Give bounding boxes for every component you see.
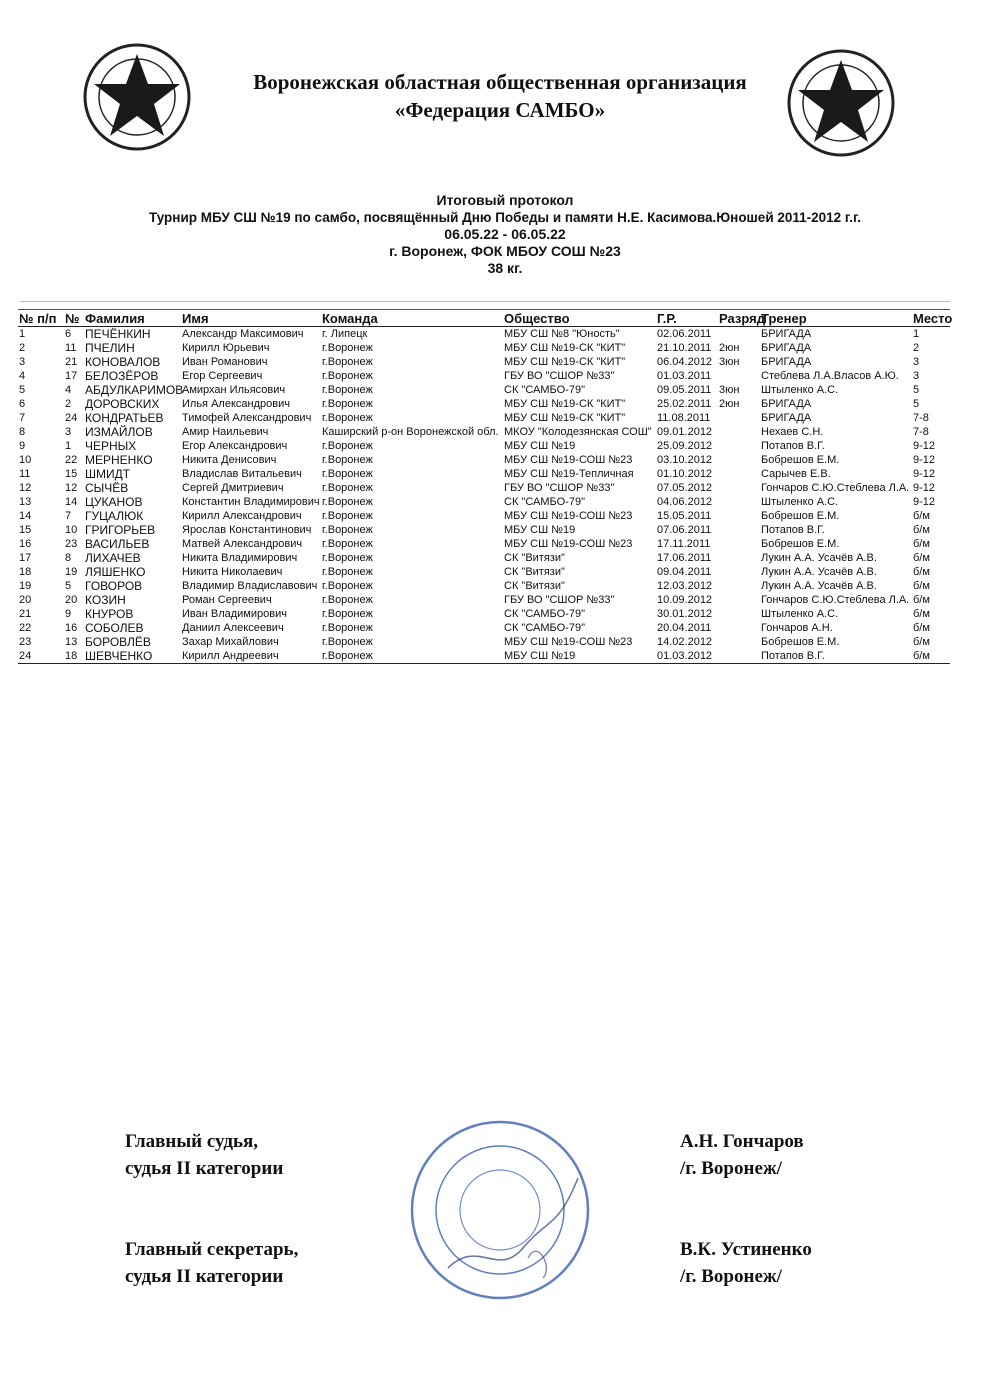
cell-society: СК "САМБО-79": [504, 621, 585, 634]
cell-bib: 24: [65, 411, 78, 424]
table-header-row: [18, 310, 950, 327]
header-name: Имя: [181, 310, 321, 327]
cell-place: 3: [913, 355, 920, 368]
table-row: [18, 565, 950, 579]
cell-society: МБУ СШ №19-СК "КИТ": [504, 355, 626, 368]
cell-coach: Штыленко А.С.: [761, 383, 839, 396]
table-row: [18, 439, 950, 453]
cell-birth: 04.06.2012: [657, 495, 713, 508]
cell-birth: 14.02.2012: [657, 635, 713, 648]
table-row: [18, 355, 950, 369]
cell-name: Сергей Дмитриевич: [182, 481, 284, 494]
cell-num: 17: [19, 551, 32, 564]
cell-place: б/м: [913, 607, 930, 620]
cell-surname: АБДУЛКАРИМОВ: [85, 382, 184, 397]
results-table: [18, 309, 953, 664]
cell-rank: [718, 369, 760, 383]
cell-num: 22: [19, 621, 32, 634]
cell-birth: 01.03.2012: [656, 649, 718, 664]
cell-place: б/м: [913, 621, 930, 634]
cell-bib: 20: [65, 593, 78, 606]
cell-birth: 01.03.2011: [657, 369, 712, 382]
cell-bib: 4: [65, 383, 72, 396]
cell-birth: 25.02.2011: [657, 397, 712, 410]
cell-society: МБУ СШ №19-СК "КИТ": [504, 411, 626, 424]
cell-rank: [718, 565, 760, 579]
cell-bib: 16: [65, 621, 78, 634]
cell-num: 1: [19, 327, 26, 340]
cell-team: г.Воронеж: [322, 537, 373, 550]
secretary-name: В.К. Устиненко: [680, 1239, 812, 1260]
cell-team: г.Воронеж: [322, 397, 373, 410]
cell-team: г.Воронеж: [322, 495, 373, 508]
cell-surname: КОНДРАТЬЕВ: [85, 410, 164, 425]
cell-surname: КОЗИН: [85, 592, 126, 607]
cell-society: МБУ СШ №19: [504, 523, 576, 536]
cell-place: б/м: [913, 565, 930, 578]
cell-society: ГБУ ВО "СШОР №33": [504, 593, 615, 606]
cell-birth: 15.05.2011: [657, 509, 712, 522]
cell-name: Никита Владимирович: [182, 551, 298, 564]
cell-rank: 3юн: [719, 355, 740, 368]
cell-surname: ПЧЕЛИН: [85, 340, 135, 355]
cell-coach: Штыленко А.С.: [761, 607, 839, 620]
cell-coach: Лукин А.А. Усачёв А.В.: [761, 551, 877, 564]
cell-team: г.Воронеж: [322, 453, 373, 466]
cell-bib: 15: [65, 467, 78, 480]
table-row: [18, 411, 950, 425]
cell-society: МКОУ "Колодезянская СОШ": [504, 425, 652, 438]
cell-place: 3: [913, 369, 920, 382]
table-row: [18, 551, 950, 565]
cell-place: 5: [913, 383, 920, 396]
cell-society: ГБУ ВО "СШОР №33": [504, 481, 615, 494]
cell-surname: СОБОЛЕВ: [85, 620, 144, 635]
organization-header: [150, 68, 850, 124]
cell-rank: [718, 649, 760, 664]
cell-rank: [718, 495, 760, 509]
cell-name: Тимофей Александрович: [182, 411, 312, 424]
cell-place: 2: [913, 341, 920, 354]
cell-rank: [718, 509, 760, 523]
table-row: [18, 397, 950, 411]
header-rank: Разряд: [719, 310, 765, 326]
cell-team: г.Воронеж: [322, 607, 373, 620]
cell-bib: 19: [65, 565, 78, 578]
cell-bib: 22: [65, 453, 78, 466]
table-row: [18, 635, 950, 649]
cell-birth: 17.06.2011: [657, 551, 712, 564]
cell-society: СК "САМБО-79": [504, 495, 585, 508]
cell-bib: 2: [65, 397, 72, 410]
cell-society: МБУ СШ №19-СОШ №23: [504, 453, 633, 466]
cell-place: б/м: [913, 537, 930, 550]
organization-line2: «Федерация САМБО»: [394, 98, 606, 122]
cell-name: Даниил Алексеевич: [182, 621, 284, 634]
cell-place: 9-12: [913, 495, 936, 508]
cell-num: 7: [19, 411, 26, 424]
header-place: Место: [913, 310, 953, 326]
cell-num: 3: [19, 355, 26, 368]
cell-place: 1: [913, 327, 920, 340]
cell-rank: 2юн: [719, 341, 740, 354]
cell-team: г. Липецк: [322, 327, 368, 340]
cell-name: Александр Максимович: [182, 327, 304, 340]
cell-surname: ИЗМАЙЛОВ: [85, 424, 153, 439]
cell-place: б/м: [912, 649, 950, 664]
cell-society: МБУ СШ №19-Тепличная: [504, 467, 634, 480]
cell-name: Владислав Витальевич: [182, 467, 302, 480]
cell-team: г.Воронеж: [322, 369, 373, 382]
secretary-city: /г. Воронеж/: [680, 1266, 782, 1287]
cell-team: г.Воронеж: [322, 565, 373, 578]
cell-rank: [718, 327, 760, 342]
cell-team: г.Воронеж: [322, 509, 373, 522]
header-num: № п/п: [18, 310, 64, 327]
cell-rank: [718, 453, 760, 467]
cell-birth: 11.08.2011: [657, 411, 711, 424]
cell-coach: Лукин А.А. Усачёв А.В.: [761, 565, 877, 578]
cell-society: МБУ СШ №19: [504, 439, 576, 452]
cell-name: Кирилл Юрьевич: [182, 341, 270, 354]
cell-surname: ЛИХАЧЕВ: [85, 550, 141, 565]
cell-birth: 07.05.2012: [657, 481, 713, 494]
tournament-name: Турнир МБУ СШ №19 по самбо, посвящённый Дню Победы и памяти Н.Е. Касимова.Юношей 2011-2012 г.г.: [149, 210, 861, 225]
cell-team: г.Воронеж: [322, 579, 373, 592]
cell-coach: Гончаров С.Ю.Стеблева Л.А.: [761, 481, 910, 494]
table-row: [18, 509, 950, 523]
table-row: [18, 607, 950, 621]
cell-surname: ГУЦАЛЮК: [85, 508, 144, 523]
cell-society: СК "САМБО-79": [504, 383, 585, 396]
cell-name: Кирилл Александрович: [182, 509, 302, 522]
cell-bib: 12: [65, 481, 78, 494]
cell-society: МБУ СШ №19: [503, 649, 656, 664]
table-row: [18, 495, 950, 509]
cell-rank: [718, 439, 760, 453]
cell-name: Амирхан Ильясович: [182, 383, 286, 396]
table-row: [18, 649, 950, 664]
cell-name: Кирилл Андреевич: [181, 649, 321, 664]
cell-team: г.Воронеж: [322, 467, 373, 480]
cell-birth: 06.04.2012: [657, 355, 713, 368]
cell-name: Иван Романович: [182, 355, 268, 368]
cell-num: 2: [19, 341, 26, 354]
table-row: [18, 327, 950, 342]
cell-team: г.Воронеж: [322, 341, 373, 354]
cell-bib: 18: [64, 649, 84, 664]
cell-coach: Гончаров С.Ю.Стеблева Л.А.: [761, 593, 910, 606]
cell-rank: [718, 425, 760, 439]
cell-birth: 09.01.2012: [657, 425, 713, 438]
cell-place: 7-8: [913, 411, 929, 424]
cell-team: г.Воронеж: [322, 551, 373, 564]
cell-coach: БРИГАДА: [761, 397, 812, 410]
cell-place: б/м: [913, 635, 930, 648]
cell-birth: 01.10.2012: [657, 467, 713, 480]
cell-num: 19: [19, 579, 32, 592]
cell-bib: 13: [65, 635, 78, 648]
cell-bib: 5: [65, 579, 72, 592]
cell-society: СК "Витязи": [504, 551, 565, 564]
cell-num: 11: [19, 467, 31, 480]
protocol-heading: [40, 192, 970, 277]
header-bib: №: [64, 310, 84, 327]
cell-rank: [718, 593, 760, 607]
cell-rank: [718, 579, 760, 593]
cell-team: г.Воронеж: [322, 635, 373, 648]
cell-coach: Сарычев Е.В.: [761, 467, 831, 480]
cell-coach: Бобрешов Е.М.: [761, 537, 840, 550]
cell-rank: [718, 635, 760, 649]
secretary-category: судья II категории: [125, 1266, 284, 1287]
cell-num: 14: [19, 509, 32, 522]
cell-rank: [718, 481, 760, 495]
cell-birth: 20.04.2011: [657, 621, 712, 634]
cell-coach: Нехаев С.Н.: [761, 425, 824, 438]
cell-rank: 3юн: [719, 383, 740, 396]
cell-team: г.Воронеж: [322, 523, 373, 536]
cell-name: Иван Владимирович: [182, 607, 287, 620]
cell-coach: БРИГАДА: [761, 341, 812, 354]
cell-coach: БРИГАДА: [761, 327, 812, 340]
cell-coach: Штыленко А.С.: [761, 495, 839, 508]
table-row: [18, 453, 950, 467]
header-team: Команда: [321, 310, 503, 327]
cell-society: ГБУ ВО "СШОР №33": [504, 369, 615, 382]
cell-place: 9-12: [913, 467, 936, 480]
cell-place: 9-12: [913, 481, 936, 494]
tournament-dates: 06.05.22 - 06.05.22: [444, 226, 566, 242]
cell-surname: СЫЧЁВ: [85, 480, 129, 495]
cell-bib: 1: [65, 439, 72, 452]
cell-birth: 07.06.2011: [657, 523, 712, 536]
cell-birth: 30.01.2012: [657, 607, 713, 620]
cell-num: 16: [19, 537, 32, 550]
cell-bib: 14: [65, 495, 78, 508]
cell-bib: 9: [65, 607, 72, 620]
cell-name: Захар Михайлович: [182, 635, 279, 648]
cell-surname: БЕЛОЗЁРОВ: [85, 368, 159, 383]
cell-society: МБУ СШ №19-СОШ №23: [504, 635, 633, 648]
cell-coach: Бобрешов Е.М.: [761, 635, 840, 648]
chief-judge-city: /г. Воронеж/: [680, 1158, 782, 1179]
cell-society: СК "Витязи": [504, 565, 565, 578]
organization-line1: Воронежская областная общественная организация: [253, 70, 747, 94]
chief-judge-name: А.Н. Гончаров: [680, 1131, 804, 1152]
cell-surname: КОНОВАЛОВ: [85, 354, 161, 369]
cell-birth: 09.04.2011: [657, 565, 712, 578]
cell-name: Константин Владимирович: [182, 495, 320, 508]
table-row: [18, 621, 950, 635]
cell-coach: Стеблева Л.А.Власов А.Ю.: [761, 369, 899, 382]
secretary-block: [125, 1236, 298, 1290]
protocol-title: Итоговый протокол: [436, 192, 574, 208]
cell-surname: ЦУКАНОВ: [85, 494, 143, 509]
table-row: [18, 425, 950, 439]
table-row: [18, 593, 950, 607]
cell-name: Матвей Александрович: [182, 537, 303, 550]
cell-surname: ГРИГОРЬЕВ: [85, 522, 156, 537]
cell-team: г.Воронеж: [322, 593, 373, 606]
cell-place: б/м: [913, 593, 930, 606]
cell-society: СК "Витязи": [504, 579, 565, 592]
cell-coach: Потапов В.Г.: [761, 439, 825, 452]
chief-judge-category: судья II категории: [125, 1158, 284, 1179]
cell-name: Роман Сергеевич: [182, 593, 272, 606]
cell-name: Владимир Владиславович: [182, 579, 318, 592]
cell-surname: БОРОВЛЁВ: [85, 634, 151, 649]
cell-bib: 17: [65, 369, 78, 382]
cell-bib: 21: [65, 355, 78, 368]
cell-birth: 03.10.2012: [657, 453, 713, 466]
cell-surname: ГОВОРОВ: [85, 578, 143, 593]
weight-category: 38 кг.: [487, 260, 523, 276]
cell-num: 9: [19, 439, 26, 452]
cell-bib: 3: [65, 425, 72, 438]
cell-rank: [718, 523, 760, 537]
table-row: [18, 341, 950, 355]
cell-birth: 10.09.2012: [657, 593, 713, 606]
cell-rank: [718, 411, 760, 425]
cell-place: б/м: [913, 523, 930, 536]
cell-coach: Лукин А.А. Усачёв А.В.: [761, 579, 877, 592]
cell-num: 8: [19, 425, 26, 438]
cell-coach: Бобрешов Е.М.: [761, 509, 840, 522]
chief-judge-name-block: [680, 1128, 804, 1182]
cell-num: 4: [19, 369, 26, 382]
cell-place: 7-8: [913, 425, 929, 438]
table-row: [18, 467, 950, 481]
table-row: [18, 537, 950, 551]
cell-team: г.Воронеж: [322, 439, 373, 452]
cell-bib: 11: [65, 341, 77, 354]
cell-society: МБУ СШ №19-СОШ №23: [504, 537, 633, 550]
table-row: [18, 369, 950, 383]
chief-judge-block: [125, 1128, 283, 1182]
cell-coach: БРИГАДА: [761, 411, 812, 424]
cell-birth: 02.06.2011: [657, 327, 712, 340]
table-row: [18, 523, 950, 537]
cell-num: 23: [19, 635, 32, 648]
cell-surname: ШМИДТ: [85, 466, 131, 481]
cell-surname: ЛЯШЕНКО: [85, 564, 146, 579]
tournament-venue: г. Воронеж, ФОК МБОУ СОШ №23: [389, 243, 621, 259]
round-seal-icon: [408, 1118, 593, 1303]
cell-team: г.Воронеж: [322, 411, 373, 424]
cell-team: г.Воронеж: [322, 355, 373, 368]
cell-num: 20: [19, 593, 32, 606]
cell-name: Никита Николаевич: [182, 565, 283, 578]
cell-num: 6: [19, 397, 26, 410]
cell-society: МБУ СШ №19-СОШ №23: [504, 509, 633, 522]
divider: [20, 301, 950, 302]
secretary-role: Главный секретарь,: [125, 1239, 299, 1260]
cell-surname: ЧЕРНЫХ: [85, 438, 137, 453]
cell-rank: 2юн: [719, 397, 740, 410]
cell-num: 5: [19, 383, 26, 396]
cell-birth: 25.09.2012: [657, 439, 713, 452]
cell-birth: 17.11.2011: [657, 537, 711, 550]
cell-place: б/м: [913, 551, 930, 564]
cell-bib: 6: [65, 327, 72, 340]
header-birth: Г.Р.: [656, 310, 718, 327]
cell-team: г.Воронеж: [322, 621, 373, 634]
cell-place: 9-12: [913, 453, 936, 466]
secretary-name-block: [680, 1236, 812, 1290]
cell-coach: Потапов В.Г.: [760, 649, 912, 664]
table-row: [18, 481, 950, 495]
cell-name: Егор Сергеевич: [182, 369, 263, 382]
cell-surname: ПЕЧЁНКИН: [85, 326, 151, 341]
table-row: [18, 579, 950, 593]
cell-birth: 12.03.2012: [657, 579, 713, 592]
cell-surname: КНУРОВ: [85, 606, 134, 621]
cell-society: СК "САМБО-79": [504, 607, 585, 620]
cell-bib: 10: [65, 523, 78, 536]
cell-surname: МЕРНЕНКО: [85, 452, 153, 467]
header-surname: Фамилия: [84, 310, 181, 327]
cell-birth: 09.05.2011: [657, 383, 712, 396]
cell-society: МБУ СШ №19-СК "КИТ": [504, 341, 626, 354]
cell-num: 12: [19, 481, 32, 494]
cell-place: 5: [913, 397, 920, 410]
cell-name: Ярослав Константинович: [182, 523, 312, 536]
cell-surname: ШЕВЧЕНКО: [84, 649, 181, 664]
table-row: [18, 383, 950, 397]
header-coach: Тренер: [760, 310, 912, 327]
cell-place: б/м: [913, 579, 930, 592]
chief-judge-role: Главный судья,: [125, 1131, 259, 1152]
cell-num: 18: [19, 565, 32, 578]
cell-bib: 7: [65, 509, 72, 522]
cell-num: 10: [19, 453, 32, 466]
cell-team: г.Воронеж: [322, 481, 373, 494]
cell-name: Амир Наильевич: [182, 425, 269, 438]
cell-rank: [718, 621, 760, 635]
cell-coach: БРИГАДА: [761, 355, 812, 368]
cell-coach: Бобрешов Е.М.: [761, 453, 840, 466]
cell-team: г.Воронеж: [322, 383, 373, 396]
cell-team: г.Воронеж: [321, 649, 503, 664]
cell-society: МБУ СШ №19-СК "КИТ": [504, 397, 626, 410]
cell-surname: ВАСИЛЬЕВ: [85, 536, 150, 551]
cell-bib: 23: [65, 537, 78, 550]
cell-place: 9-12: [913, 439, 936, 452]
cell-name: Егор Александрович: [182, 439, 288, 452]
cell-birth: 21.10.2011: [657, 341, 712, 354]
cell-coach: Гончаров А.Н.: [761, 621, 833, 634]
cell-rank: [718, 467, 760, 481]
cell-num: 13: [19, 495, 32, 508]
cell-team: Каширский р-он Воронежской обл.: [322, 425, 499, 438]
cell-rank: [718, 537, 760, 551]
cell-num: 24: [18, 649, 64, 664]
cell-num: 15: [19, 523, 32, 536]
cell-society: МБУ СШ №8 "Юность": [504, 327, 620, 340]
cell-place: б/м: [913, 509, 930, 522]
header-society: Общество: [503, 310, 656, 327]
cell-bib: 8: [65, 551, 72, 564]
cell-name: Никита Денисович: [182, 453, 277, 466]
cell-rank: [718, 551, 760, 565]
cell-name: Илья Александрович: [182, 397, 290, 410]
cell-rank: [718, 607, 760, 621]
cell-surname: ДОРОВСКИХ: [85, 396, 160, 411]
cell-num: 21: [19, 607, 32, 620]
cell-coach: Потапов В.Г.: [761, 523, 825, 536]
